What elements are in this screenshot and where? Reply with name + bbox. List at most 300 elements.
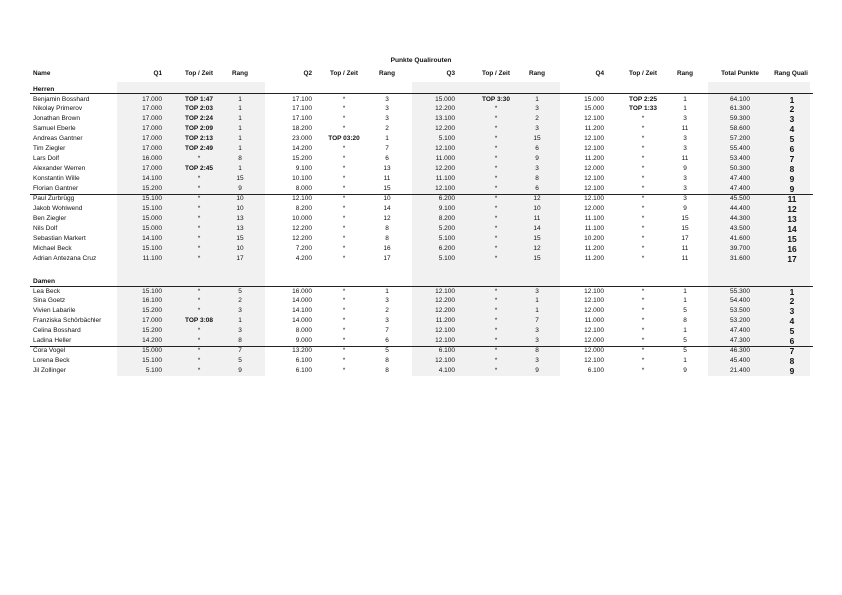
cell-top1: *	[197, 215, 201, 223]
cell-rang3: 14	[533, 224, 541, 232]
cell-name: Florian Gantner	[33, 185, 79, 193]
cell-rang-quali: 8	[789, 164, 795, 175]
cell-top1: TOP 2:09	[185, 125, 213, 133]
cell-q4: 12.100	[584, 357, 604, 365]
cell-q3: 6.200	[438, 195, 455, 203]
cell-q4: 10.200	[584, 234, 604, 242]
cell-q3: 12.100	[435, 327, 455, 335]
cell-q2: 8.200	[295, 205, 312, 213]
cell-top1: *	[197, 254, 201, 262]
cell-name: Celina Bosshard	[33, 327, 81, 335]
cell-rang2: 1	[385, 135, 389, 143]
cell-q4: 11.200	[584, 155, 604, 163]
header-total: Total Punkte	[721, 70, 759, 77]
cell-q2: 9.100	[295, 165, 312, 173]
cell-q3: 12.100	[435, 337, 455, 345]
cell-total: 53.200	[730, 317, 750, 325]
cell-q2: 6.100	[295, 357, 312, 365]
cell-rang3: 8	[535, 347, 539, 355]
table-row	[0, 287, 842, 297]
header-top3: Top / Zeit	[482, 70, 510, 77]
cell-q4: 11.200	[584, 125, 604, 133]
cell-q4: 11.200	[584, 254, 604, 262]
table-row	[0, 154, 842, 164]
cell-top3: *	[494, 357, 498, 365]
header-q1: Q1	[153, 70, 162, 77]
cell-rang2: 8	[385, 367, 389, 375]
cell-rang4: 11	[681, 244, 689, 252]
cell-top4: *	[641, 195, 645, 203]
table-row	[0, 104, 842, 114]
cell-q2: 14.000	[292, 297, 312, 305]
cell-top2: *	[342, 215, 346, 223]
cell-q4: 12.100	[584, 175, 604, 183]
cell-rang4: 5	[683, 347, 687, 355]
cell-top4: *	[641, 327, 645, 335]
section-label: Herren	[33, 86, 55, 93]
cell-top3: *	[494, 175, 498, 183]
table-row	[0, 124, 842, 134]
cell-q3: 12.200	[435, 125, 455, 133]
cell-q4: 12.100	[584, 135, 604, 143]
cell-top1: *	[197, 357, 201, 365]
cell-total: 47.400	[730, 175, 750, 183]
cell-rang4: 1	[683, 287, 687, 295]
table-row	[0, 114, 842, 124]
cell-top3: *	[494, 205, 498, 213]
header-q3: Q3	[446, 70, 455, 77]
cell-q1: 17.000	[142, 145, 162, 153]
cell-top4: *	[641, 224, 645, 232]
cell-q4: 12.100	[584, 195, 604, 203]
cell-top4: *	[641, 347, 645, 355]
cell-q1: 15.000	[142, 215, 162, 223]
cell-rang1: 1	[238, 317, 242, 325]
cell-rang1: 5	[238, 287, 242, 295]
cell-top2: *	[342, 115, 346, 123]
cell-q3: 12.200	[435, 165, 455, 173]
cell-q2: 8.000	[295, 185, 312, 193]
cell-rang-quali: 17	[787, 253, 797, 264]
cell-top2: *	[342, 337, 346, 345]
cell-rang-quali: 6	[789, 144, 795, 155]
cell-q2: 17.100	[292, 105, 312, 113]
cell-rang-quali: 11	[787, 194, 797, 205]
cell-top4: *	[641, 254, 645, 262]
cell-top2: *	[342, 195, 346, 203]
cell-top2: *	[342, 95, 346, 103]
cell-top4: *	[641, 205, 645, 213]
cell-q3: 13.100	[435, 115, 455, 123]
cell-top3: *	[494, 317, 498, 325]
cell-rang2: 3	[385, 297, 389, 305]
cell-q4: 11.200	[584, 244, 604, 252]
cell-q2: 13.200	[292, 347, 312, 355]
cell-rang-quali: 2	[789, 104, 795, 115]
cell-top3: *	[494, 135, 498, 143]
cell-rang4: 15	[681, 215, 689, 223]
cell-q2: 14.000	[292, 317, 312, 325]
cell-rang4: 1	[683, 297, 687, 305]
cell-rang4: 3	[683, 185, 687, 193]
table-row	[0, 234, 842, 244]
cell-q3: 11.200	[435, 317, 455, 325]
cell-q3: 12.200	[435, 307, 455, 315]
cell-q4: 12.100	[584, 297, 604, 305]
cell-rang3: 3	[535, 165, 539, 173]
cell-rang-quali: 3	[789, 114, 795, 125]
cell-q3: 12.100	[435, 287, 455, 295]
cell-name: Alexander Werren	[33, 165, 86, 173]
cell-top2: *	[342, 357, 346, 365]
cell-total: 47.400	[730, 327, 750, 335]
cell-rang4: 5	[683, 337, 687, 345]
cell-total: 44.300	[730, 215, 750, 223]
cell-top2: *	[342, 367, 346, 375]
table-row	[0, 214, 842, 224]
cell-q2: 14.200	[292, 145, 312, 153]
cell-name: Nils Dolf	[33, 224, 58, 232]
cell-top2: TOP 03:20	[328, 135, 360, 143]
cell-top1: TOP 3:08	[185, 317, 213, 325]
cell-rang2: 14	[383, 205, 391, 213]
cell-rang2: 7	[385, 327, 389, 335]
cell-q4: 12.000	[584, 307, 604, 315]
cell-rang3: 15	[533, 254, 541, 262]
cell-rang2: 3	[385, 105, 389, 113]
cell-name: Andreas Gantner	[33, 135, 83, 143]
table-row	[0, 174, 842, 184]
cell-top4: *	[641, 234, 645, 242]
cell-rang3: 6	[535, 145, 539, 153]
cell-q2: 14.100	[292, 307, 312, 315]
cell-total: 31.600	[730, 254, 750, 262]
cell-rang4: 3	[683, 115, 687, 123]
cell-top2: *	[342, 347, 346, 355]
cell-name: Sebastian Markert	[33, 234, 86, 242]
cell-q4: 6.100	[587, 367, 604, 375]
cell-top1: *	[197, 244, 201, 252]
cell-q3: 12.100	[435, 185, 455, 193]
cell-q1: 11.100	[142, 254, 162, 262]
cell-top1: *	[197, 327, 201, 335]
cell-q2: 10.000	[292, 215, 312, 223]
cell-top3: *	[494, 215, 498, 223]
cell-q1: 14.100	[142, 234, 162, 242]
table-row	[0, 244, 842, 254]
cell-rang1: 8	[238, 155, 242, 163]
cell-total: 45.500	[730, 195, 750, 203]
cell-top4: *	[641, 307, 645, 315]
cell-top4: *	[641, 317, 645, 325]
cell-rang-quali: 5	[789, 134, 795, 145]
table-header-row	[0, 69, 842, 79]
cell-q4: 11.100	[584, 224, 604, 232]
cell-q3: 4.100	[438, 367, 455, 375]
cell-q2: 9.000	[295, 337, 312, 345]
table-row	[0, 204, 842, 214]
cell-rang1: 13	[236, 215, 244, 223]
cell-q1: 15.100	[142, 287, 162, 295]
cell-top3: *	[494, 234, 498, 242]
cell-rang-quali: 4	[789, 124, 795, 135]
header-rang3: Rang	[529, 70, 545, 77]
page-title: Punkte Qualirouten	[390, 57, 452, 64]
cell-rang4: 3	[683, 195, 687, 203]
cell-q4: 12.100	[584, 185, 604, 193]
cell-q3: 6.200	[438, 244, 455, 252]
cell-q1: 17.000	[142, 135, 162, 143]
cell-q4: 11.100	[584, 215, 604, 223]
cell-q3: 5.100	[438, 135, 455, 143]
cell-q1: 15.100	[142, 205, 162, 213]
cell-top2: *	[342, 234, 346, 242]
cell-rang-quali: 14	[787, 223, 797, 234]
cell-total: 64.100	[730, 95, 750, 103]
cell-rang2: 13	[383, 165, 391, 173]
cell-name: Benjamin Bosshard	[33, 95, 90, 103]
table-row	[0, 356, 842, 366]
cell-total: 55.400	[730, 145, 750, 153]
cell-rang3: 6	[535, 185, 539, 193]
cell-top3: *	[494, 347, 498, 355]
cell-name: Jonathan Brown	[33, 115, 80, 123]
cell-top1: TOP 2:13	[185, 135, 213, 143]
cell-q3: 15.000	[435, 95, 455, 103]
cell-q1: 15.100	[142, 195, 162, 203]
cell-top4: *	[641, 287, 645, 295]
cell-q2: 16.000	[292, 287, 312, 295]
cell-q2: 6.100	[295, 367, 312, 375]
cell-rang-quali: 12	[787, 204, 797, 215]
cell-rang3: 9	[535, 155, 539, 163]
cell-top1: TOP 2:45	[185, 165, 213, 173]
cell-top3: *	[494, 327, 498, 335]
cell-top3: *	[494, 337, 498, 345]
cell-rang3: 15	[533, 135, 541, 143]
cell-q4: 12.100	[584, 145, 604, 153]
cell-top4: *	[641, 244, 645, 252]
table-row	[0, 366, 842, 376]
cell-rang-quali: 5	[789, 326, 795, 337]
cell-rang3: 15	[533, 234, 541, 242]
table-row	[0, 134, 842, 144]
cell-name: Ben Ziegler	[33, 215, 67, 223]
cell-top4: TOP 1:33	[629, 105, 657, 113]
cell-top1: TOP 2:24	[185, 115, 213, 123]
table-row	[0, 346, 842, 356]
cell-rang3: 9	[535, 367, 539, 375]
cell-rang2: 2	[385, 307, 389, 315]
cell-top3: *	[494, 115, 498, 123]
cell-rang3: 3	[535, 105, 539, 113]
cell-rang1: 2	[238, 297, 242, 305]
table-row	[0, 296, 842, 306]
cell-q3: 12.100	[435, 145, 455, 153]
cell-rang3: 3	[535, 327, 539, 335]
cell-rang1: 15	[236, 234, 244, 242]
cell-rang4: 3	[683, 145, 687, 153]
cell-q2: 4.200	[295, 254, 312, 262]
cell-top1: *	[197, 297, 201, 305]
cell-total: 57.200	[730, 135, 750, 143]
cell-rang2: 12	[383, 215, 391, 223]
cell-top3: *	[494, 307, 498, 315]
header-top4: Top / Zeit	[629, 70, 657, 77]
cell-top1: *	[197, 367, 201, 375]
cell-top2: *	[342, 175, 346, 183]
cell-rang2: 16	[383, 244, 391, 252]
cell-name: Ladina Heller	[33, 337, 72, 345]
cell-q3: 11.000	[435, 155, 455, 163]
header-top1: Top / Zeit	[185, 70, 213, 77]
cell-q1: 15.100	[142, 357, 162, 365]
cell-q1: 15.200	[142, 327, 162, 335]
cell-total: 45.400	[730, 357, 750, 365]
cell-top2: *	[342, 185, 346, 193]
cell-rang4: 15	[681, 224, 689, 232]
cell-rang-quali: 15	[787, 233, 797, 244]
cell-rang3: 1	[535, 307, 539, 315]
cell-rang-quali: 16	[787, 243, 797, 254]
cell-top2: *	[342, 307, 346, 315]
cell-rang2: 7	[385, 145, 389, 153]
cell-q4: 12.100	[584, 287, 604, 295]
cell-rang1: 1	[238, 125, 242, 133]
cell-q4: 12.000	[584, 337, 604, 345]
cell-top4: *	[641, 125, 645, 133]
cell-q1: 15.200	[142, 185, 162, 193]
cell-rang-quali: 6	[789, 336, 795, 347]
cell-top3: *	[494, 287, 498, 295]
cell-q4: 12.100	[584, 115, 604, 123]
cell-top3: *	[494, 165, 498, 173]
cell-rang4: 5	[683, 307, 687, 315]
cell-q2: 23.000	[292, 135, 312, 143]
cell-rang1: 8	[238, 337, 242, 345]
cell-rang4: 1	[683, 95, 687, 103]
cell-rang-quali: 3	[789, 306, 795, 317]
cell-total: 55.300	[730, 287, 750, 295]
cell-q1: 15.200	[142, 307, 162, 315]
cell-q3: 9.100	[438, 205, 455, 213]
cell-name: Samuel Eberle	[33, 125, 76, 133]
cell-name: Jakob Wohlwend	[33, 205, 83, 213]
cell-rang1: 1	[238, 145, 242, 153]
cell-top4: *	[641, 155, 645, 163]
cell-name: Jil Zollinger	[33, 367, 66, 375]
cell-q2: 10.100	[292, 175, 312, 183]
cell-q1: 5.100	[145, 367, 162, 375]
cell-top3: *	[494, 297, 498, 305]
cell-rang4: 3	[683, 175, 687, 183]
cell-q3: 12.100	[435, 357, 455, 365]
cell-rang1: 17	[236, 254, 244, 262]
cell-top2: *	[342, 287, 346, 295]
cell-rang4: 9	[683, 367, 687, 375]
cell-rang-quali: 7	[789, 346, 795, 357]
cell-top1: *	[197, 287, 201, 295]
cell-name: Paul Zurbrügg	[33, 195, 75, 203]
cell-rang3: 1	[535, 95, 539, 103]
cell-rang3: 10	[533, 205, 541, 213]
cell-top1: TOP 2:49	[185, 145, 213, 153]
header-q4: Q4	[595, 70, 604, 77]
cell-top1: *	[197, 347, 201, 355]
cell-total: 39.700	[730, 244, 750, 252]
cell-q1: 15.000	[142, 347, 162, 355]
cell-top3: *	[494, 195, 498, 203]
cell-rang4: 11	[681, 155, 689, 163]
cell-rang2: 3	[385, 115, 389, 123]
cell-top1: *	[197, 195, 201, 203]
cell-q4: 12.000	[584, 205, 604, 213]
cell-rang3: 3	[535, 125, 539, 133]
cell-rang2: 3	[385, 95, 389, 103]
cell-top3: *	[494, 125, 498, 133]
cell-rang2: 8	[385, 224, 389, 232]
cell-total: 53.400	[730, 155, 750, 163]
cell-rang1: 1	[238, 165, 242, 173]
cell-rang-quali: 2	[789, 296, 795, 307]
cell-total: 53.500	[730, 307, 750, 315]
cell-top3: *	[494, 254, 498, 262]
cell-name: Cora Vogel	[33, 347, 66, 355]
cell-rang-quali: 4	[789, 316, 795, 327]
cell-rang3: 11	[533, 215, 541, 223]
cell-rang1: 1	[238, 95, 242, 103]
cell-top3: *	[494, 105, 498, 113]
table-row	[0, 326, 842, 336]
cell-total: 41.600	[730, 234, 750, 242]
cell-q3: 5.100	[438, 234, 455, 242]
cell-rang1: 1	[238, 105, 242, 113]
cell-name: Konstantin Wille	[33, 175, 80, 183]
cell-q3: 5.200	[438, 224, 455, 232]
cell-top4: *	[641, 115, 645, 123]
header-rang-quali: Rang Quali	[774, 70, 808, 77]
cell-q2: 17.100	[292, 95, 312, 103]
header-rang1: Rang	[232, 70, 248, 77]
cell-rang3: 12	[533, 195, 541, 203]
cell-top2: *	[342, 297, 346, 305]
cell-top3: *	[494, 145, 498, 153]
cell-total: 61.300	[730, 105, 750, 113]
cell-q1: 15.100	[142, 244, 162, 252]
cell-top3: *	[494, 185, 498, 193]
cell-rang3: 3	[535, 337, 539, 345]
table-row	[0, 306, 842, 316]
table-row	[0, 316, 842, 326]
cell-top1: TOP 2:03	[185, 105, 213, 113]
cell-total: 58.600	[730, 125, 750, 133]
cell-top4: *	[641, 175, 645, 183]
cell-name: Tim Ziegler	[33, 145, 66, 153]
table-row	[0, 224, 842, 234]
cell-rang2: 6	[385, 337, 389, 345]
cell-top4: *	[641, 165, 645, 173]
cell-top2: *	[342, 254, 346, 262]
cell-top4: *	[641, 337, 645, 345]
cell-total: 43.500	[730, 224, 750, 232]
cell-q3: 12.200	[435, 105, 455, 113]
cell-q1: 15.000	[142, 224, 162, 232]
cell-name: Franziska Schörbächler	[33, 317, 102, 325]
section-label: Damen	[33, 278, 55, 285]
cell-q1: 14.200	[142, 337, 162, 345]
cell-top4: *	[641, 215, 645, 223]
cell-rang-quali: 7	[789, 154, 795, 165]
